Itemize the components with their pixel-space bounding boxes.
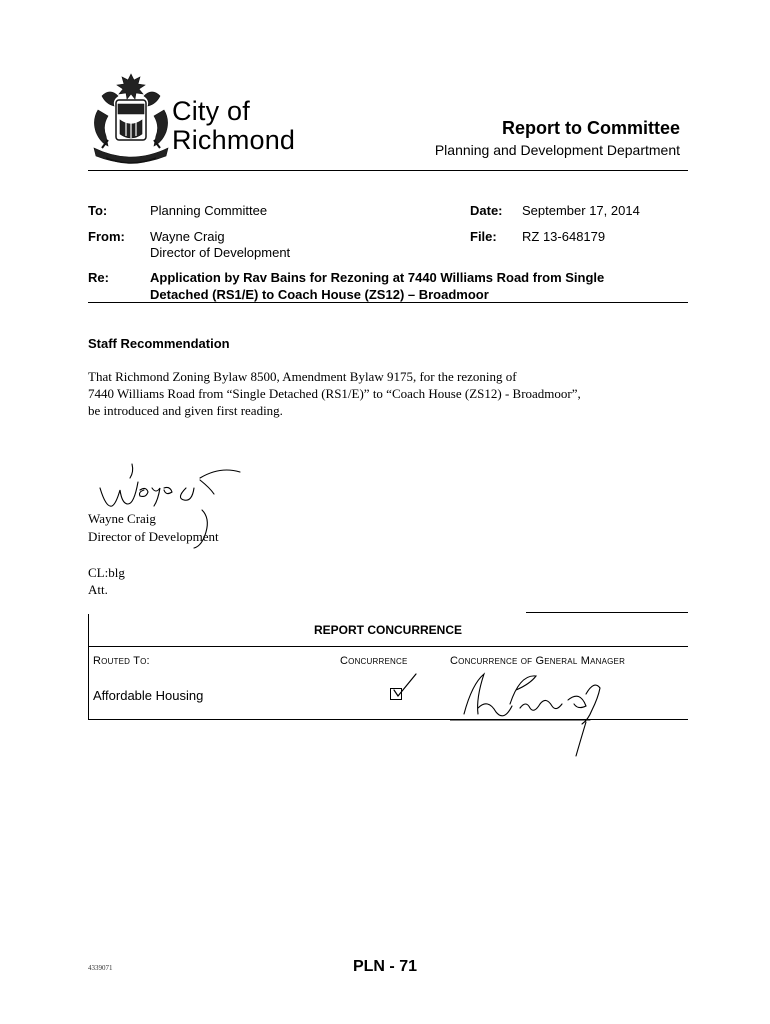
signer-title: Director of Development [88,529,219,544]
re-subject-line1: Application by Rav Bains for Rezoning at 7440 Williams Road from Single [150,270,605,285]
recommendation-line1: That Richmond Zoning Bylaw 8500, Amendment Bylaw 9175, for the rezoning of [88,369,517,384]
date-label: Date: [470,203,503,218]
page-identifier: PLN - 71 [352,958,417,975]
header-divider [88,170,688,171]
subject-divider [88,302,688,303]
file-label: File: [470,229,497,244]
typist-initials: CL:blg [88,565,125,580]
checkmark-icon [388,672,424,702]
from-label: From: [88,229,125,244]
signature-block [88,510,219,546]
concurrence-header: Concurrence [340,655,408,667]
file-value: RZ 13-648179 [522,229,606,244]
staff-recommendation-heading: Staff Recommendation [88,336,230,351]
to-label: To: [88,203,108,218]
document-number: 4339071 [88,964,113,972]
re-subject [150,269,688,303]
city-name-line1: City of [172,96,250,126]
staff-recommendation-text [88,368,678,419]
date-value: September 17, 2014 [522,203,640,218]
from-name: Wayne Craig [150,229,225,244]
concurrence-title-divider [88,646,688,647]
reference-initials [88,564,125,598]
to-value: Planning Committee [150,203,268,218]
from-value [150,229,290,261]
department-name: Planning and Development Department [434,142,680,158]
routed-to-header: Routed To: [93,655,150,667]
gm-concurrence-header: Concurrence of General Manager [450,655,626,667]
concurrence-bottom-line [88,719,688,720]
recommendation-line3: be introduced and given first reading. [88,403,283,418]
city-crest-logo [88,70,174,170]
re-subject-line2: Detached (RS1/E) to Coach House (ZS12) – Broadmoor [150,287,489,302]
routed-department: Affordable Housing [93,688,204,703]
report-title: Report to Committee [501,118,680,138]
re-label: Re: [88,270,109,285]
recommendation-line2: 7440 Williams Road from “Single Detached (RS1/E)” to “Coach House (ZS12) - Broadmoor”, [88,386,581,401]
signer-name: Wayne Craig [88,511,156,526]
general-manager-signature [450,664,630,764]
concurrence-top-line [526,612,688,613]
city-name-line2: Richmond [172,125,296,155]
report-concurrence-title: REPORT CONCURRENCE [313,623,462,637]
attachments-note: Att. [88,582,108,597]
from-title: Director of Development [150,245,291,260]
city-name [172,97,295,155]
